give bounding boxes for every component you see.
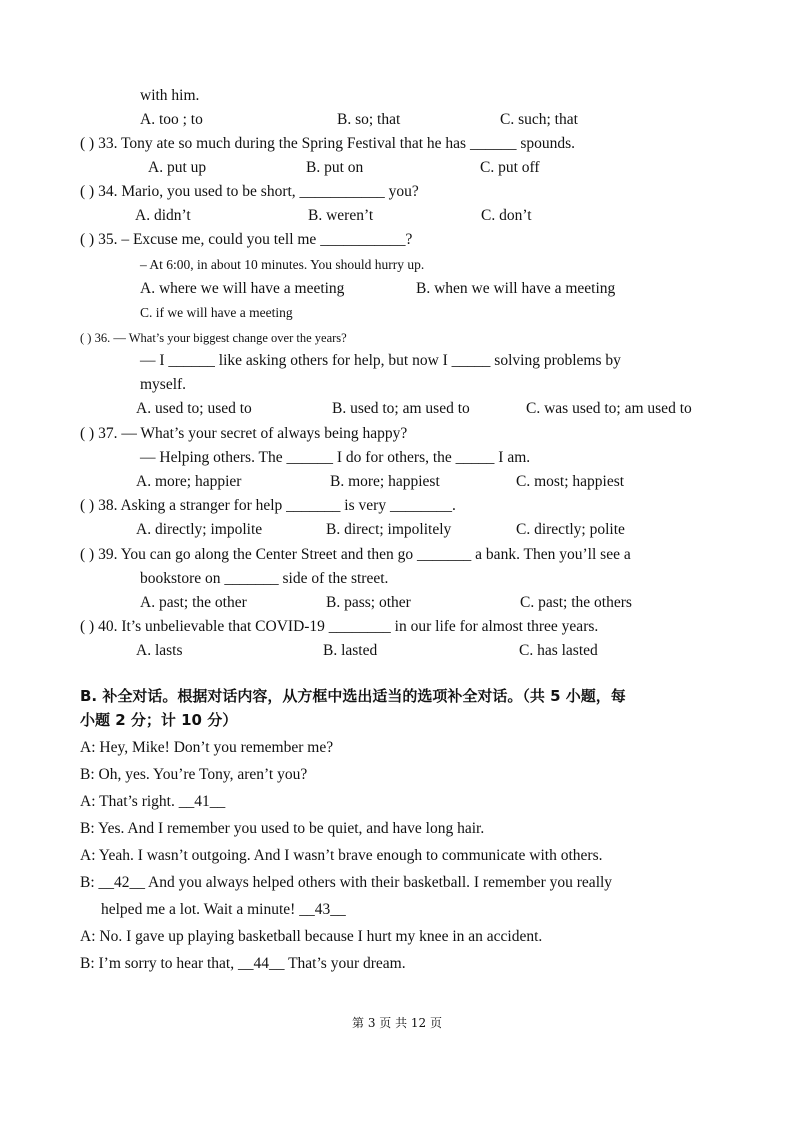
- q37-option-b: B. more; happiest: [330, 473, 440, 490]
- page-footer: 第 3 页 共 12 页: [352, 1016, 442, 1030]
- q36-question: ( ) 36. — What’s your biggest change over the years?: [80, 331, 347, 345]
- q32-continuation: with him.: [140, 87, 200, 104]
- q38-option-b: B. direct; impolitely: [326, 521, 452, 538]
- q34-option-c: C. don’t: [481, 207, 532, 224]
- dialogue-line-1: A: Hey, Mike! Don’t you remember me?: [80, 739, 334, 756]
- dialogue-line-6-speaker: B:: [80, 874, 99, 891]
- q39-question: ( ) 39. You can go along the Center Street and then go _______ a bank. Then you’ll see a: [80, 546, 631, 563]
- dialogue-line-7-text: helped me a lot. Wait a minute!: [101, 901, 300, 918]
- q36-line2: myself.: [140, 376, 187, 393]
- q37-line1: — Helping others. The ______ I do for others, the _____ I am.: [140, 449, 531, 466]
- q40-question: ( ) 40. It’s unbelievable that COVID-19 ________ in our life for almost three years.: [80, 618, 599, 635]
- q36-line1: — I ______ like asking others for help, but now I _____ solving problems by: [140, 352, 621, 369]
- q39-option-a: A. past; the other: [140, 594, 247, 611]
- q33-question: ( ) 33. Tony ate so much during the Spring Festival that he has ______ spounds.: [80, 135, 576, 152]
- dialogue-line-3-text: A: That’s right.: [80, 793, 179, 810]
- q34-option-a: A. didn’t: [135, 207, 191, 224]
- q33-option-c: C. put off: [480, 159, 540, 176]
- dialogue-line-6-text: And you always helped others with their basketball. I remember you really: [145, 874, 613, 891]
- q40-option-a: A. lasts: [136, 642, 183, 659]
- q35-option-a: A. where we will have a meeting: [140, 280, 345, 297]
- section-b-heading-line2: 小题 2 分；计 10 分）: [80, 711, 238, 729]
- blank-42[interactable]: __42__: [98, 874, 146, 891]
- q39-option-c: C. past; the others: [520, 594, 632, 611]
- q37-question: ( ) 37. — What’s your secret of always being happy?: [80, 425, 408, 442]
- q32-option-c: C. such; that: [500, 111, 578, 128]
- q38-option-c: C. directly; polite: [516, 521, 625, 538]
- dialogue-line-5: A: Yeah. I wasn’t outgoing. And I wasn’t brave enough to communicate with others.: [80, 847, 603, 864]
- q33-option-a: A. put up: [148, 159, 207, 176]
- q37-option-a: A. more; happier: [136, 473, 242, 490]
- dialogue-line-2: B: Oh, yes. You’re Tony, aren’t you?: [80, 766, 308, 783]
- blank-41[interactable]: __41__: [178, 793, 226, 810]
- dialogue-line-9-text-a: B: I’m sorry to hear that,: [80, 955, 238, 972]
- q34-option-b: B. weren’t: [308, 207, 374, 224]
- q40-option-c: C. has lasted: [519, 642, 598, 659]
- q35-option-b: B. when we will have a meeting: [416, 280, 616, 297]
- q36-option-c: C. was used to; am used to: [526, 400, 692, 417]
- dialogue-line-9-text-b: That’s your dream.: [284, 955, 406, 972]
- q36-option-a: A. used to; used to: [136, 400, 252, 417]
- q38-question: ( ) 38. Asking a stranger for help _______ is very ________.: [80, 497, 456, 514]
- q36-option-b: B. used to; am used to: [332, 400, 470, 417]
- dialogue-line-6: [80, 873, 612, 893]
- blank-43[interactable]: __43__: [299, 901, 346, 918]
- q32-option-a: A. too ; to: [140, 111, 203, 128]
- q39-line2: bookstore on _______ side of the street.: [140, 570, 389, 587]
- dialogue-line-4: B: Yes. And I remember you used to be quiet, and have long hair.: [80, 820, 485, 837]
- q37-option-c: C. most; happiest: [516, 473, 625, 490]
- dialogue-line-3: [80, 792, 225, 812]
- dialogue-line-9: [80, 954, 406, 974]
- q40-option-b: B. lasted: [323, 642, 378, 659]
- q35-reply: – At 6:00, in about 10 minutes. You should hurry up.: [140, 257, 425, 272]
- q35-option-c: C. if we will have a meeting: [140, 305, 293, 320]
- dialogue-line-8: A: No. I gave up playing basketball because I hurt my knee in an accident.: [80, 928, 543, 945]
- q33-option-b: B. put on: [306, 159, 364, 176]
- blank-44[interactable]: __44__: [237, 955, 285, 972]
- q32-option-b: B. so; that: [337, 111, 401, 128]
- q34-question: ( ) 34. Mario, you used to be short, ___________ you?: [80, 183, 419, 200]
- section-b-heading-line1: B. 补全对话。根据对话内容，从方框中选出适当的选项补全对话。（共 5 小题，每: [80, 687, 626, 705]
- dialogue-line-7: [101, 900, 346, 920]
- q38-option-a: A. directly; impolite: [136, 521, 263, 538]
- q35-question: ( ) 35. – Excuse me, could you tell me ___________?: [80, 231, 413, 248]
- q39-option-b: B. pass; other: [326, 594, 411, 611]
